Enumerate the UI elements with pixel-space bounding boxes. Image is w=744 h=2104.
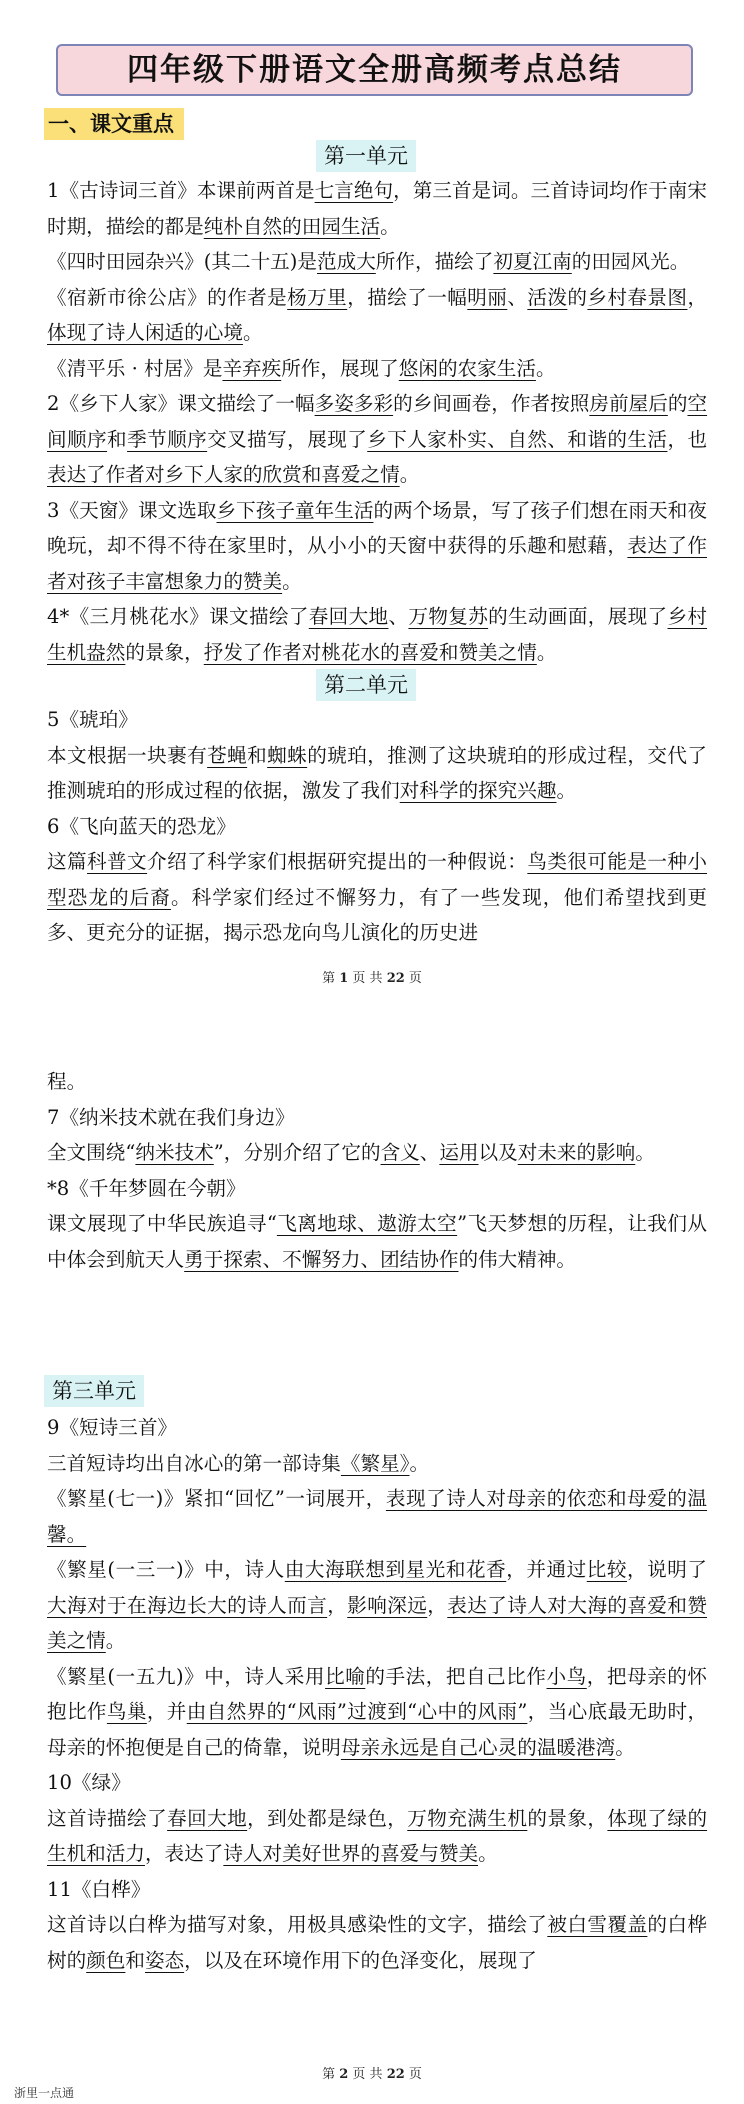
footer-text: 第 — [322, 971, 336, 986]
key-phrase: 飞离地球、遨游太空 — [276, 1212, 458, 1235]
text-run: ，把母亲的怀抱比作 — [47, 1664, 708, 1723]
key-phrase: 杨万里 — [287, 285, 348, 309]
text-run: 介绍了科学家们根据研究提出的一种假说： — [147, 850, 528, 873]
key-phrase: 影响深远 — [347, 1593, 428, 1617]
key-phrase: 由自然界的“风雨”过渡到“心中的风雨” — [186, 1700, 528, 1723]
key-phrase: 乡村春景图 — [587, 285, 688, 309]
key-phrase: 表达了诗人对大海的喜爱和赞美之情 — [47, 1593, 708, 1652]
page-1-body-top — [47, 173, 707, 670]
text-run: 、 — [507, 285, 528, 309]
paragraph — [47, 1481, 707, 1552]
text-run: 和 — [107, 427, 128, 451]
footer-page-number: 2 — [339, 2067, 349, 2082]
key-phrase: 悠闲的农家生活 — [398, 356, 536, 380]
text-run: 的伟大精神。 — [458, 1247, 577, 1271]
text-run: 。 — [535, 356, 556, 380]
text-run: 5《琥珀》 — [47, 708, 138, 731]
key-phrase: 房前屋后 — [589, 392, 668, 415]
paragraph — [47, 244, 707, 280]
key-phrase: 比较 — [586, 1558, 628, 1581]
key-phrase: 乡村生机盎然 — [47, 605, 708, 664]
text-run: *8《千年梦圆在今朝》 — [47, 1176, 246, 1200]
lesson-title — [47, 1171, 707, 1207]
key-phrase: 诗人对美好世界的喜爱与赞美 — [223, 1842, 479, 1865]
text-run: 以及 — [478, 1141, 518, 1164]
text-run: 6《飞向蓝天的恐龙》 — [47, 814, 236, 838]
lesson-title — [47, 809, 707, 845]
paragraph — [47, 280, 707, 351]
text-run: 。 — [380, 214, 400, 238]
footer-text: 第 — [322, 2067, 336, 2082]
text-run: 9《短诗三首》 — [47, 1416, 178, 1439]
key-phrase: 体现了绿的生机和活力 — [47, 1806, 708, 1865]
key-phrase: 颜色 — [86, 1948, 126, 1972]
text-run: 本文根据一块裹有 — [47, 743, 208, 767]
footer-page-number: 1 — [339, 971, 349, 986]
paragraph — [47, 1135, 707, 1171]
text-run: 交叉描写，展现了 — [207, 427, 368, 451]
paragraph — [47, 738, 707, 809]
text-run: ，到处都是绿色， — [247, 1806, 408, 1830]
key-phrase: 纯朴自然的田园生活 — [203, 214, 381, 238]
text-run: 3《天窗》课文选取 — [47, 498, 217, 522]
key-phrase: 鸟巢 — [106, 1700, 147, 1723]
footer-total-pages: 22 — [386, 971, 405, 986]
text-run: ， — [687, 285, 708, 309]
unit-1-heading: 第一单元 — [316, 140, 416, 172]
watermark-text: 浙里一点通 — [14, 2086, 75, 2100]
document-title: 四年级下册语文全册高频考点总结 — [56, 44, 693, 96]
paragraph — [47, 1446, 707, 1482]
text-run: 11《白桦》 — [47, 1877, 151, 1901]
key-phrase: 科普文 — [87, 850, 148, 873]
page-2-body-bottom — [47, 1410, 707, 1978]
key-phrase: 初夏江南 — [493, 250, 572, 273]
text-run: 的两个场景，写了孩子们想在雨天和夜晚玩，却不得不待在家里时，从小小的天窗中获得的乐趣和慰藉， — [47, 498, 708, 557]
text-run: 、 — [419, 1141, 440, 1164]
key-phrase: 万物充满生机 — [407, 1806, 528, 1830]
text-run: ”飞天梦想的历程，让我们从中体会到航天人 — [47, 1212, 707, 1271]
key-phrase: 体现了诗人闲适的心境 — [47, 321, 243, 344]
text-run: 所作，展现了 — [281, 356, 399, 380]
page-1 — [0, 0, 744, 1044]
key-phrase: 对未来的影响 — [517, 1141, 636, 1164]
text-run: 的 — [667, 392, 688, 415]
page-2 — [0, 1060, 744, 2104]
key-phrase: 比喻 — [325, 1664, 366, 1688]
page-footer-1 — [0, 967, 744, 986]
key-phrase: 苍蝇 — [207, 743, 248, 767]
footer-text: 页 — [408, 2067, 422, 2082]
key-phrase: 乡下人家朴实、自然、和谐的生活 — [367, 427, 668, 451]
text-run: ”，分别介绍了它的 — [213, 1141, 381, 1164]
text-run: 、 — [388, 605, 409, 628]
key-phrase: 表达了作者对孩子丰富想象力的赞美 — [47, 534, 708, 593]
text-run: 1《古诗词三首》本课前两首是 — [47, 179, 315, 202]
key-phrase: 春回大地 — [308, 605, 389, 628]
page-2-body-top — [47, 1064, 707, 1277]
paragraph — [47, 1801, 707, 1872]
text-run: ，并 — [146, 1700, 187, 1723]
key-phrase: 鸟类很可能是一种小型恐龙的后裔 — [47, 850, 708, 909]
paragraph — [47, 1552, 707, 1659]
footer-text: 页 共 — [352, 2067, 383, 2082]
text-run: 。 — [635, 1141, 655, 1164]
text-run: 和 — [125, 1948, 145, 1972]
key-phrase: 纳米技术 — [135, 1141, 214, 1164]
unit-3-heading: 第三单元 — [44, 1375, 144, 1407]
key-phrase: 由大海联想到星光和花香 — [284, 1558, 507, 1581]
text-run: 这篇 — [47, 850, 88, 873]
text-run: 的田园风光。 — [571, 250, 690, 273]
key-phrase: 表现了诗人对母亲的依恋和母爱的温馨。 — [47, 1487, 708, 1546]
key-phrase: 勇于探索、不懈努力、团结协作 — [184, 1247, 459, 1271]
lesson-title — [47, 1765, 707, 1801]
text-run: 全文围绕“ — [47, 1141, 136, 1164]
footer-text: 页 共 — [352, 971, 383, 986]
text-run: 的乡间画卷，作者按照 — [393, 392, 590, 415]
paragraph — [47, 599, 707, 670]
text-run: 这首诗以白桦为描写对象，用极具感染性的文字，描绘了 — [47, 1913, 548, 1936]
text-run: 这首诗描绘了 — [47, 1806, 168, 1830]
text-run: 4*《三月桃花水》课文描绘了 — [47, 605, 309, 628]
text-run: 的白桦树的 — [47, 1913, 708, 1972]
key-phrase: 《繁星》 — [340, 1451, 410, 1475]
key-phrase: 运用 — [439, 1141, 479, 1164]
key-phrase: 表达了作者对乡下人家的欣赏和喜爱之情 — [47, 463, 400, 486]
footer-total-pages: 22 — [386, 2067, 405, 2082]
paragraph — [47, 351, 707, 387]
lesson-title — [47, 1100, 707, 1136]
text-run: ，说明了 — [627, 1558, 708, 1581]
text-run: 的景象， — [125, 640, 204, 664]
text-run: 《繁星(一五九)》中，诗人采用 — [47, 1664, 326, 1688]
paragraph — [47, 844, 707, 951]
key-phrase: 范成大 — [317, 250, 376, 273]
paragraph — [47, 173, 707, 244]
text-run: 。 — [615, 1735, 635, 1759]
key-phrase: 季节顺序 — [127, 427, 208, 451]
key-phrase: 小鸟 — [546, 1664, 587, 1688]
key-phrase: 万物复苏 — [408, 605, 489, 628]
text-run: 所作，描绘了 — [375, 250, 494, 273]
text-run: 。 — [536, 640, 557, 664]
paragraph — [47, 1907, 707, 1978]
text-run: 《四时田园杂兴》(其二十五)是 — [47, 250, 318, 273]
text-run: ， — [427, 1593, 448, 1617]
page-1-body-bottom — [47, 702, 707, 951]
text-run: 《繁星(一三一)》中，诗人 — [47, 1558, 285, 1581]
text-run: 的手法，把自己比作 — [365, 1664, 547, 1688]
footer-text: 页 — [408, 971, 422, 986]
text-run: 。 — [282, 569, 302, 593]
text-run: 的景象， — [527, 1806, 608, 1830]
text-run: 《清平乐 · 村居》是 — [47, 356, 223, 380]
text-run: 课文展现了中华民族追寻“ — [47, 1212, 277, 1235]
text-run: 7《纳米技术就在我们身边》 — [47, 1105, 295, 1129]
text-run: 《宿新市徐公店》的作者是 — [47, 285, 288, 309]
text-run: ，也 — [667, 427, 708, 451]
key-phrase: 春回大地 — [167, 1806, 248, 1830]
text-run: 的琥珀，推测了这块琥珀的形成过程，交代了推测琥珀的形成过程的依据，激发了我们 — [47, 743, 708, 802]
key-phrase: 姿态 — [144, 1948, 185, 1972]
key-phrase: 乡下孩子童年生活 — [216, 498, 374, 522]
key-phrase: 蜘蛛 — [267, 743, 308, 767]
key-phrase: 七言绝句 — [314, 179, 394, 202]
page-footer-2 — [0, 2063, 744, 2082]
lesson-title — [47, 702, 707, 738]
text-run: 程。 — [47, 1070, 87, 1093]
text-run: 和 — [247, 743, 268, 767]
key-phrase: 空间顺序 — [47, 392, 708, 451]
text-run: ，描绘了一幅 — [347, 285, 468, 309]
paragraph — [47, 1206, 707, 1277]
text-run: 。 — [556, 779, 577, 802]
key-phrase: 多姿多彩 — [314, 392, 394, 415]
text-run: 2《乡下人家》课文描绘了一幅 — [47, 392, 315, 415]
text-run: 三首短诗均出自冰心的第一部诗集 — [47, 1451, 341, 1475]
text-run: 《繁星(七一)》紧扣“回忆”一词展开， — [47, 1487, 386, 1510]
key-phrase: 母亲永远是自己心灵的温暖港湾 — [340, 1735, 616, 1759]
key-phrase: 活泼 — [527, 285, 568, 309]
text-run: ，第三首是词。三首诗词均作于南宋时期，描绘的都是 — [47, 179, 708, 238]
text-run: 。 — [105, 1629, 126, 1652]
text-run: 。 — [409, 1451, 430, 1475]
text-run: ，当心底最无助时，母亲的怀抱便是自己的倚靠，说明 — [47, 1700, 708, 1759]
text-run: 。 — [242, 321, 263, 344]
text-run: ， — [327, 1593, 348, 1617]
text-run: 的生动画面，展现了 — [488, 605, 668, 628]
key-phrase: 含义 — [380, 1141, 420, 1164]
text-run: 的 — [567, 285, 588, 309]
lesson-title — [47, 1872, 707, 1908]
section-heading-text-key-points: 一、课文重点 — [44, 108, 184, 140]
key-phrase: 抒发了作者对桃花水的喜爱和赞美之情 — [203, 640, 537, 664]
unit-2-heading: 第二单元 — [316, 669, 416, 701]
key-phrase: 对科学的探究兴趣 — [399, 779, 557, 802]
text-run: 。 — [399, 463, 420, 486]
text-run: 。 — [478, 1842, 498, 1865]
text-run: ，并通过 — [506, 1558, 587, 1581]
key-phrase: 明丽 — [467, 285, 508, 309]
text-run: 10《绿》 — [47, 1771, 131, 1794]
paragraph — [47, 493, 707, 600]
text-run: ，表达了 — [144, 1842, 224, 1865]
paragraph — [47, 1064, 707, 1100]
key-phrase: 辛弃疾 — [222, 356, 282, 380]
text-run: 。科学家们经过不懈努力，有了一些发现，他们希望找到更多、更充分的证据，揭示恐龙向鸟儿演化的历史进 — [47, 885, 708, 944]
paragraph — [47, 1659, 707, 1766]
text-run: ，以及在环境作用下的色泽变化，展现了 — [184, 1948, 537, 1972]
lesson-title — [47, 1410, 707, 1446]
key-phrase: 大海对于在海边长大的诗人而言 — [47, 1593, 328, 1617]
paragraph — [47, 386, 707, 493]
key-phrase: 被白雪覆盖 — [547, 1913, 648, 1936]
